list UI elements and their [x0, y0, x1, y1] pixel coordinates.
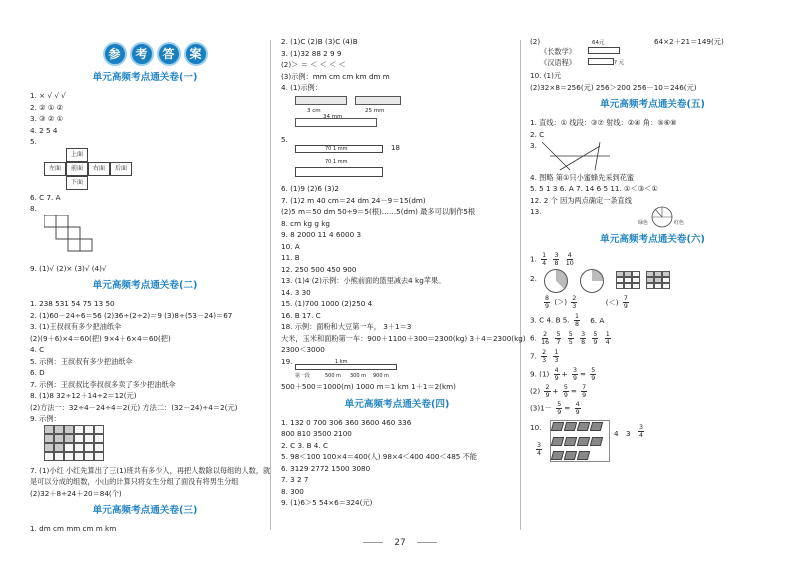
numerator: 3	[639, 424, 644, 431]
length-bars-figure	[295, 94, 513, 134]
denominator: 8	[581, 339, 586, 346]
road-bar	[295, 364, 397, 370]
net-face: 上面	[66, 148, 88, 162]
denominator: 9	[554, 375, 559, 382]
q-number: (2)	[530, 386, 541, 396]
fraction-pie	[580, 269, 604, 293]
answer-line: 1. 238 531 54 75 13 50	[30, 299, 115, 308]
bar-25mm	[355, 96, 401, 105]
answer-line: 800 810 3500 2100	[281, 429, 352, 438]
fraction	[638, 424, 644, 439]
book-bar	[588, 47, 620, 54]
answer-line: 18. 示例：面粉和大豆第一车， 3＋1＝3	[281, 322, 412, 331]
denominator: 9	[575, 409, 580, 416]
pie-label: 红色	[674, 220, 685, 226]
answer-line: (2) $\frac{2}{9}$ + $\frac{5}{9}$ = $\frac{7}{9}$	[530, 384, 587, 399]
numerator: 5	[591, 367, 596, 374]
answer-line: 4. (1)示例：	[281, 83, 322, 92]
denominator: 10	[565, 260, 574, 267]
denominator: 8	[574, 321, 579, 328]
section-title: 单元高频考点通关卷(五)	[600, 99, 705, 110]
answer-line: (2)方法一：32÷4－24÷4＝2(元) 方法二：(32－24)÷4＝2(元)	[30, 402, 238, 412]
fraction	[541, 331, 549, 346]
fraction	[571, 295, 577, 310]
answer-line: (2)32×8＝256(元) 256＞200 256－10＝246(元)	[530, 82, 697, 92]
answer-line: 5.	[281, 134, 288, 144]
denominator: 3	[554, 357, 559, 364]
fraction	[544, 384, 550, 399]
fraction-grid	[646, 271, 670, 289]
answer-line: 2. (1)60－24÷6＝56 (2)36÷(2÷2)＝9 (3)8÷(53－24)＝67	[30, 310, 233, 320]
answer-line: 2. C	[530, 129, 545, 139]
fraction	[553, 349, 559, 364]
answer-line: 8.	[30, 204, 37, 213]
answer-text: 3. C 4. B 5.	[530, 315, 570, 325]
road-label: 第一段	[295, 373, 311, 379]
answer-line: 6. (1)9 (2)6 (3)2	[281, 184, 339, 193]
answer-line: 6. 3129 2772 1500 3080	[281, 463, 371, 473]
rect-label: 18	[391, 144, 400, 152]
fraction	[544, 295, 550, 310]
answer-line: 16. B 17. C	[281, 310, 321, 320]
column-divider	[520, 40, 521, 530]
answer-line: 14. 3 30	[281, 287, 311, 297]
fraction	[568, 331, 574, 346]
page-number	[0, 538, 800, 548]
answer-line: 9. (1) $\frac{4}{9}$ + $\frac{3}{9}$ = $\frac{5}{9}$	[530, 367, 596, 382]
answer-line: 3. (1)32 88 2 9 9	[281, 48, 342, 58]
answer-line: 9. (1)6＞5 54×6＝324(元)	[281, 498, 373, 507]
answer-line: 10. A	[281, 241, 300, 251]
column-2	[281, 36, 526, 509]
answer-text: 6. A	[590, 315, 605, 325]
header-char: 案	[184, 42, 208, 66]
answer-header	[50, 42, 260, 66]
fraction	[563, 384, 569, 399]
numerator: 5	[556, 331, 561, 338]
answer-line: 2. C 3. B 4. C	[281, 440, 328, 450]
bar-label: 25 mm	[365, 107, 385, 114]
denominator: 9	[545, 392, 550, 399]
fraction	[554, 367, 560, 382]
section-title: 单元高频考点通关卷(三)	[92, 505, 198, 516]
book-name: 《长数学》	[540, 47, 576, 56]
bar-label: 3 cm	[307, 107, 321, 114]
answer-line: 9. (1)√ (2)× (3)√ (4)√	[30, 263, 107, 273]
answer-line: 4. 图略 第①只小蜜蜂先采到花蜜	[530, 172, 635, 182]
answer-line: 9. 示例：	[30, 414, 61, 423]
answer-line: 2. (1)C (2)B (3)C (4)B	[281, 37, 358, 46]
answer-line: 6. D	[30, 368, 45, 377]
answer-line	[530, 331, 775, 346]
fraction	[580, 331, 586, 346]
numerator: 5	[557, 401, 562, 408]
fraction	[572, 367, 578, 382]
answer-line: 8. (1)8 32÷12＋14÷2＝12(元)	[30, 391, 137, 400]
answer-line: 7. 示例：王叔叔比李叔叔多卖了多少把油纸伞	[30, 379, 176, 389]
header-char: 考	[130, 42, 154, 66]
answer-line	[530, 349, 775, 364]
fraction-grid	[616, 271, 640, 289]
denominator: 3	[572, 303, 577, 310]
answer-line: 7. 3 2 7	[281, 475, 309, 484]
numerator: 7	[582, 384, 587, 391]
denominator: 8	[554, 260, 559, 267]
numerator: 2	[542, 349, 547, 356]
denominator: 4	[639, 432, 644, 439]
answer-value: 3	[626, 429, 631, 438]
q-number: (3)1－	[530, 403, 552, 413]
numerator: 3	[554, 252, 559, 259]
fraction	[581, 384, 587, 399]
page-number-text: 27	[394, 538, 406, 548]
numerator: 1	[554, 349, 559, 356]
answer-line: 8. cm kg g kg	[281, 218, 330, 228]
denominator: 4	[542, 260, 547, 267]
answer-line: 11. B	[281, 253, 300, 262]
book-price-figure	[530, 36, 775, 70]
fraction	[605, 331, 611, 346]
answer-line: (2)	[530, 37, 541, 46]
denominator: 7	[556, 339, 561, 346]
numerator: 1	[542, 252, 547, 259]
numerator: 4	[567, 252, 572, 259]
numerator: 5	[593, 331, 598, 338]
answer-line: 2. ② ① ②	[30, 102, 64, 112]
book-price-label: ? 元	[614, 60, 625, 66]
section-title: 单元高频考点通关卷(一)	[92, 72, 198, 83]
answer-line: 5. 5 1 3 6. A 7. 14 6 5 11. ①＜③＜①	[530, 184, 658, 193]
numerator: 3	[581, 331, 586, 338]
section-title: 单元高频考点通关卷(四)	[344, 398, 450, 410]
book-name: 《汉语程》	[540, 58, 576, 67]
answer-line	[542, 295, 775, 310]
fraction	[555, 331, 561, 346]
fraction	[590, 367, 596, 382]
numerator: 5	[563, 384, 568, 391]
rect-label: 70 1 mm	[325, 146, 348, 152]
column-1	[30, 36, 271, 535]
road-figure	[295, 357, 513, 381]
answer-line: 2300＜3000	[281, 345, 325, 354]
denominator: 9	[591, 375, 596, 382]
answer-line: 1. dm cm mm cm m km	[30, 524, 117, 533]
net-face: 前面	[66, 162, 88, 176]
numerator: 1	[574, 313, 579, 320]
compare: (＜)	[605, 297, 619, 307]
q-number: 7.	[530, 351, 537, 361]
answer-value: 4	[614, 429, 619, 438]
road-label: 300 m	[350, 373, 367, 379]
header-char: 答	[157, 42, 181, 66]
road-label: 500 m	[325, 373, 342, 379]
numerator: 3	[572, 367, 577, 374]
answer-line: 7. (1)小红 小红先算出了三(1)班共有多少人，再把人数除以每组的人数，就	[30, 465, 271, 475]
answer-line: 5. 示例：王叔叔有多少把油纸伞	[30, 356, 133, 366]
answer-line: 9. 8 2000 11 4 6000 3	[281, 230, 362, 239]
numerator: 8	[545, 295, 550, 302]
answer-line: 4. C	[30, 345, 45, 354]
answer-line: 是可以分成的组数，小山的计算只将女生分组了面没有将男生分组	[30, 477, 239, 486]
numerator: 3	[537, 442, 542, 449]
fraction	[575, 401, 581, 416]
pie-color-figure	[530, 206, 775, 228]
answer-line: (3)示例：mm cm cm km dm m	[281, 71, 390, 81]
net-face: 左面	[44, 162, 66, 176]
numerator: 2	[572, 295, 577, 302]
section-title: 单元高频考点通关卷(六)	[600, 234, 705, 245]
fraction	[541, 349, 547, 364]
denominator: 9	[572, 375, 577, 382]
book-bar	[588, 58, 614, 65]
answer-line: 13.	[530, 207, 542, 216]
column-3	[530, 36, 775, 464]
answer-line: 1. 132 0 700 306 360 3600 460 336	[281, 417, 412, 427]
road-label: 900 m	[373, 373, 390, 379]
compare: (＞)	[554, 297, 568, 307]
header-char: 参	[103, 42, 127, 66]
answer-line: (3)1－ $\frac{5}{9}$ = $\frac{4}{9}$	[530, 401, 580, 416]
answer-line: 64×2＋21＝149(元)	[654, 37, 724, 46]
answer-line: 大米，玉米和面粉第一车：900＋1100＋300＝2300(kg) 3＋4＝2300(kg)	[281, 333, 526, 343]
denominator: 9	[623, 303, 628, 310]
answer-line: 15. (1)700 1000 (2)250 4	[281, 299, 373, 308]
book-price-label: 64元	[592, 40, 605, 46]
answer-line: 3.	[530, 141, 537, 150]
road-label: 1 km	[335, 359, 348, 365]
numerator: 4	[575, 401, 580, 408]
denominator: 9	[582, 392, 587, 399]
answer-line: 6. C 7. A	[30, 192, 61, 202]
rectangle-figure	[295, 145, 513, 183]
fraction	[553, 252, 559, 267]
angle-lines-figure	[540, 140, 620, 172]
answer-line: 5. 98＜100 100×4＝400(人) 98×4＜400 400＜485 不能	[281, 452, 477, 461]
q-number: 10.	[530, 423, 542, 432]
answer-line: (2)5 m＝50 dm 50÷9＝5(根)……5(dm) 最多可以制作5根	[281, 207, 476, 216]
denominator: 9	[557, 409, 562, 416]
q-number: 6.	[530, 333, 537, 343]
q-number: 9. (1)	[530, 369, 550, 379]
answer-line	[530, 313, 775, 328]
answer-line: (2)＞ ＝ ＜ ＜ ＜ ＜	[281, 60, 346, 69]
answer-line	[530, 252, 775, 267]
bar-3cm	[295, 96, 347, 105]
rect-label: 70 1 mm	[325, 159, 348, 165]
unfolded-cube-figure	[44, 215, 104, 263]
fraction-shapes-figure	[530, 269, 775, 295]
denominator: 9	[593, 339, 598, 346]
denominator: 3	[542, 357, 547, 364]
answer-line: (2)(9＋6)×4＝60(把) 9×4＋6×4＝60(把)	[30, 333, 171, 343]
numerator: 2	[543, 331, 548, 338]
answer-line: 7. (1)2 m 40 cm＝24 dm 24－9＝15(dm)	[281, 195, 426, 205]
answer-line: 3. (1)王叔叔有多少把油纸伞	[30, 322, 122, 331]
denominator: 9	[545, 303, 550, 310]
divider	[363, 542, 383, 543]
answer-line: 1. 直线：① 线段：③⑦ 射线：②④ 角：⑤⑥⑧	[530, 118, 677, 127]
divider	[417, 542, 437, 543]
fraction	[574, 313, 580, 328]
denominator: 5	[568, 339, 573, 346]
net-face: 后面	[110, 162, 132, 176]
net-face: 下面	[66, 176, 88, 190]
column-divider	[270, 40, 271, 530]
answer-line: 500＋500＝1000(m) 1000 m＝1 km 1＋1＝2(km)	[281, 382, 456, 391]
section-title: 单元高频考点通关卷(二)	[92, 280, 198, 291]
answer-line: (2)32＋8÷24＋20＝84(个)	[30, 488, 122, 498]
answer-line: 12. 2 个 因为两点确定一条直线	[530, 195, 632, 205]
shaded-grid-figure	[44, 425, 104, 461]
fraction	[556, 401, 562, 416]
fraction-pie	[544, 269, 568, 293]
numerator: 4	[554, 367, 559, 374]
denominator: 4	[605, 339, 610, 346]
fraction	[541, 252, 547, 267]
denominator: 4	[537, 450, 542, 457]
q-number: 2.	[530, 274, 537, 283]
answer-line: 13. (1)4 (2)示例：小熊前面的篮里减去4 kg苹果。	[281, 276, 446, 285]
net-face: 右面	[88, 162, 110, 176]
numerator: 7	[623, 295, 628, 302]
answer-line: 5.	[30, 137, 37, 146]
denominator: 9	[563, 392, 568, 399]
pie-label: 绿色	[638, 220, 649, 226]
cube-net-figure	[44, 148, 260, 192]
numerator: 5	[568, 331, 573, 338]
q-number: 1.	[530, 254, 537, 264]
fraction	[623, 295, 629, 310]
answer-line: 10. (1)元	[530, 71, 562, 80]
fraction	[536, 442, 542, 457]
answer-line: 12. 250 500 450 900	[281, 264, 357, 274]
bar-label: 34 mm	[323, 113, 343, 120]
answer-line: 1. × √ √ √	[30, 91, 66, 100]
answer-line: 19.	[281, 356, 293, 366]
answer-line: 8. 300	[281, 486, 304, 496]
tile-figure	[530, 420, 775, 464]
fraction	[566, 252, 574, 267]
tile-box	[550, 420, 610, 462]
denominator: 16	[541, 339, 550, 346]
rect-bottom	[295, 167, 383, 177]
fraction	[592, 331, 598, 346]
answer-line: 3. ③ ② ①	[30, 114, 64, 123]
numerator: 2	[545, 384, 550, 391]
answer-line: 4. 2 5 4	[30, 125, 58, 135]
numerator: 1	[605, 331, 610, 338]
